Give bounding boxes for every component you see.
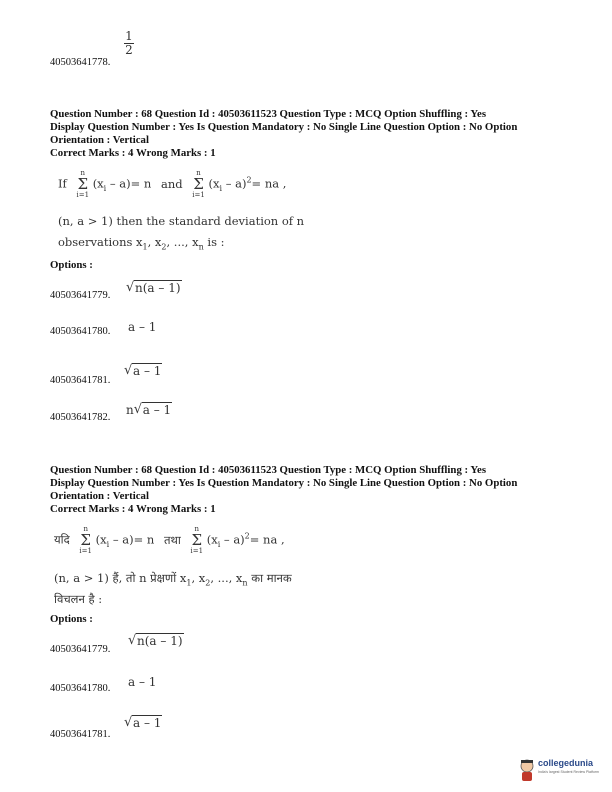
q1-if: If: [58, 176, 67, 191]
logo-tagline: India's largest Student Review Platform: [538, 770, 599, 774]
q2-header-line1: Question Number : 68 Question Id : 40503611523 Question Type : MCQ Option Shuffling : Yes: [50, 464, 487, 476]
q1-option-4-number: 40503641782.: [50, 412, 111, 423]
q2-option-3-expr: √ a – 1: [124, 715, 162, 730]
q1-option-4-expr: n √ a – 1: [126, 402, 172, 417]
collegedunia-logo: [518, 756, 608, 786]
q2-option-1-expr: √ n(a – 1): [128, 633, 183, 648]
q1-stem-line1: If n Σ i=1 $(x_i - a)= n$ and n Σ i=1 $(x_i - a)^2=$ na ,: [58, 169, 287, 199]
q2-sum-2: n Σ i=1: [190, 525, 204, 555]
q1-option-3-number: 40503641781.: [50, 375, 111, 386]
q2-option-3-number: 40503641781.: [50, 729, 111, 740]
q2-option-2-number: 40503641780.: [50, 683, 111, 694]
q1-sum-2: n Σ i=1: [192, 169, 205, 199]
q2-marks: Correct Marks : 4 Wrong Marks : 1: [50, 503, 216, 515]
fraction-top: [124, 30, 134, 57]
q1-header: [50, 108, 580, 160]
mascot-icon: [518, 758, 536, 782]
q2-stem-line1: यदि n Σ i=1 $(x_i - a)= n$ तथा n Σ i=1 $(x_i - a)^2=$ na ,: [54, 525, 285, 555]
q2-stem-line3: विचलन है :: [54, 592, 103, 606]
q2-sum-1: n Σ i=1: [79, 525, 92, 555]
q2-options-label: Options :: [50, 613, 93, 625]
q1-header-line2: Display Question Number : Yes Is Question Mandatory : No Single Line Question Option : No Option: [50, 121, 518, 133]
q2-option-1-number: 40503641779.: [50, 644, 111, 655]
q2-option-2-expr: a – 1: [128, 675, 157, 689]
q1-header-line3: Orientation : Vertical: [50, 134, 149, 146]
q2-stem-line2: (n, a > 1) हैं, तो n प्रेक्षणों $x_1$, $x_2$, ..., $x_n$ का मानक: [54, 571, 292, 588]
q1-option-1-number: 40503641779.: [50, 290, 111, 301]
q2-if: यदि: [54, 532, 70, 547]
q2-header-line2: Display Question Number : Yes Is Question Mandatory : No Single Line Question Option : No Option: [50, 477, 518, 489]
q1-option-1-expr: √ n(a – 1): [126, 280, 181, 295]
logo-name: collegedunia: [538, 758, 594, 768]
q1-header-line1: Question Number : 68 Question Id : 40503611523 Question Type : MCQ Option Shuffling : Yes: [50, 108, 487, 120]
q1-options-label: Options :: [50, 259, 93, 271]
q1-and: and: [161, 176, 183, 191]
option-number-top: 40503641778.: [50, 57, 111, 68]
q1-marks: Correct Marks : 4 Wrong Marks : 1: [50, 147, 216, 159]
fraction-denominator: 2: [125, 43, 133, 57]
q2-header: [50, 464, 580, 516]
q2-header-line3: Orientation : Vertical: [50, 490, 149, 502]
q1-sum-1: n Σ i=1: [76, 169, 90, 199]
q1-stem-line3: observations $x_1$, $x_2$, ..., $x_n$ is :: [58, 235, 225, 252]
fraction-numerator: 1: [125, 29, 133, 43]
q1-stem-line2: (n, a > 1) then the standard deviation of n: [58, 214, 305, 228]
q1-option-3-expr: √ a – 1: [124, 363, 162, 378]
q1-option-2-number: 40503641780.: [50, 326, 111, 337]
q2-and: तथा: [163, 532, 181, 547]
q1-option-2-expr: a – 1: [128, 320, 157, 334]
